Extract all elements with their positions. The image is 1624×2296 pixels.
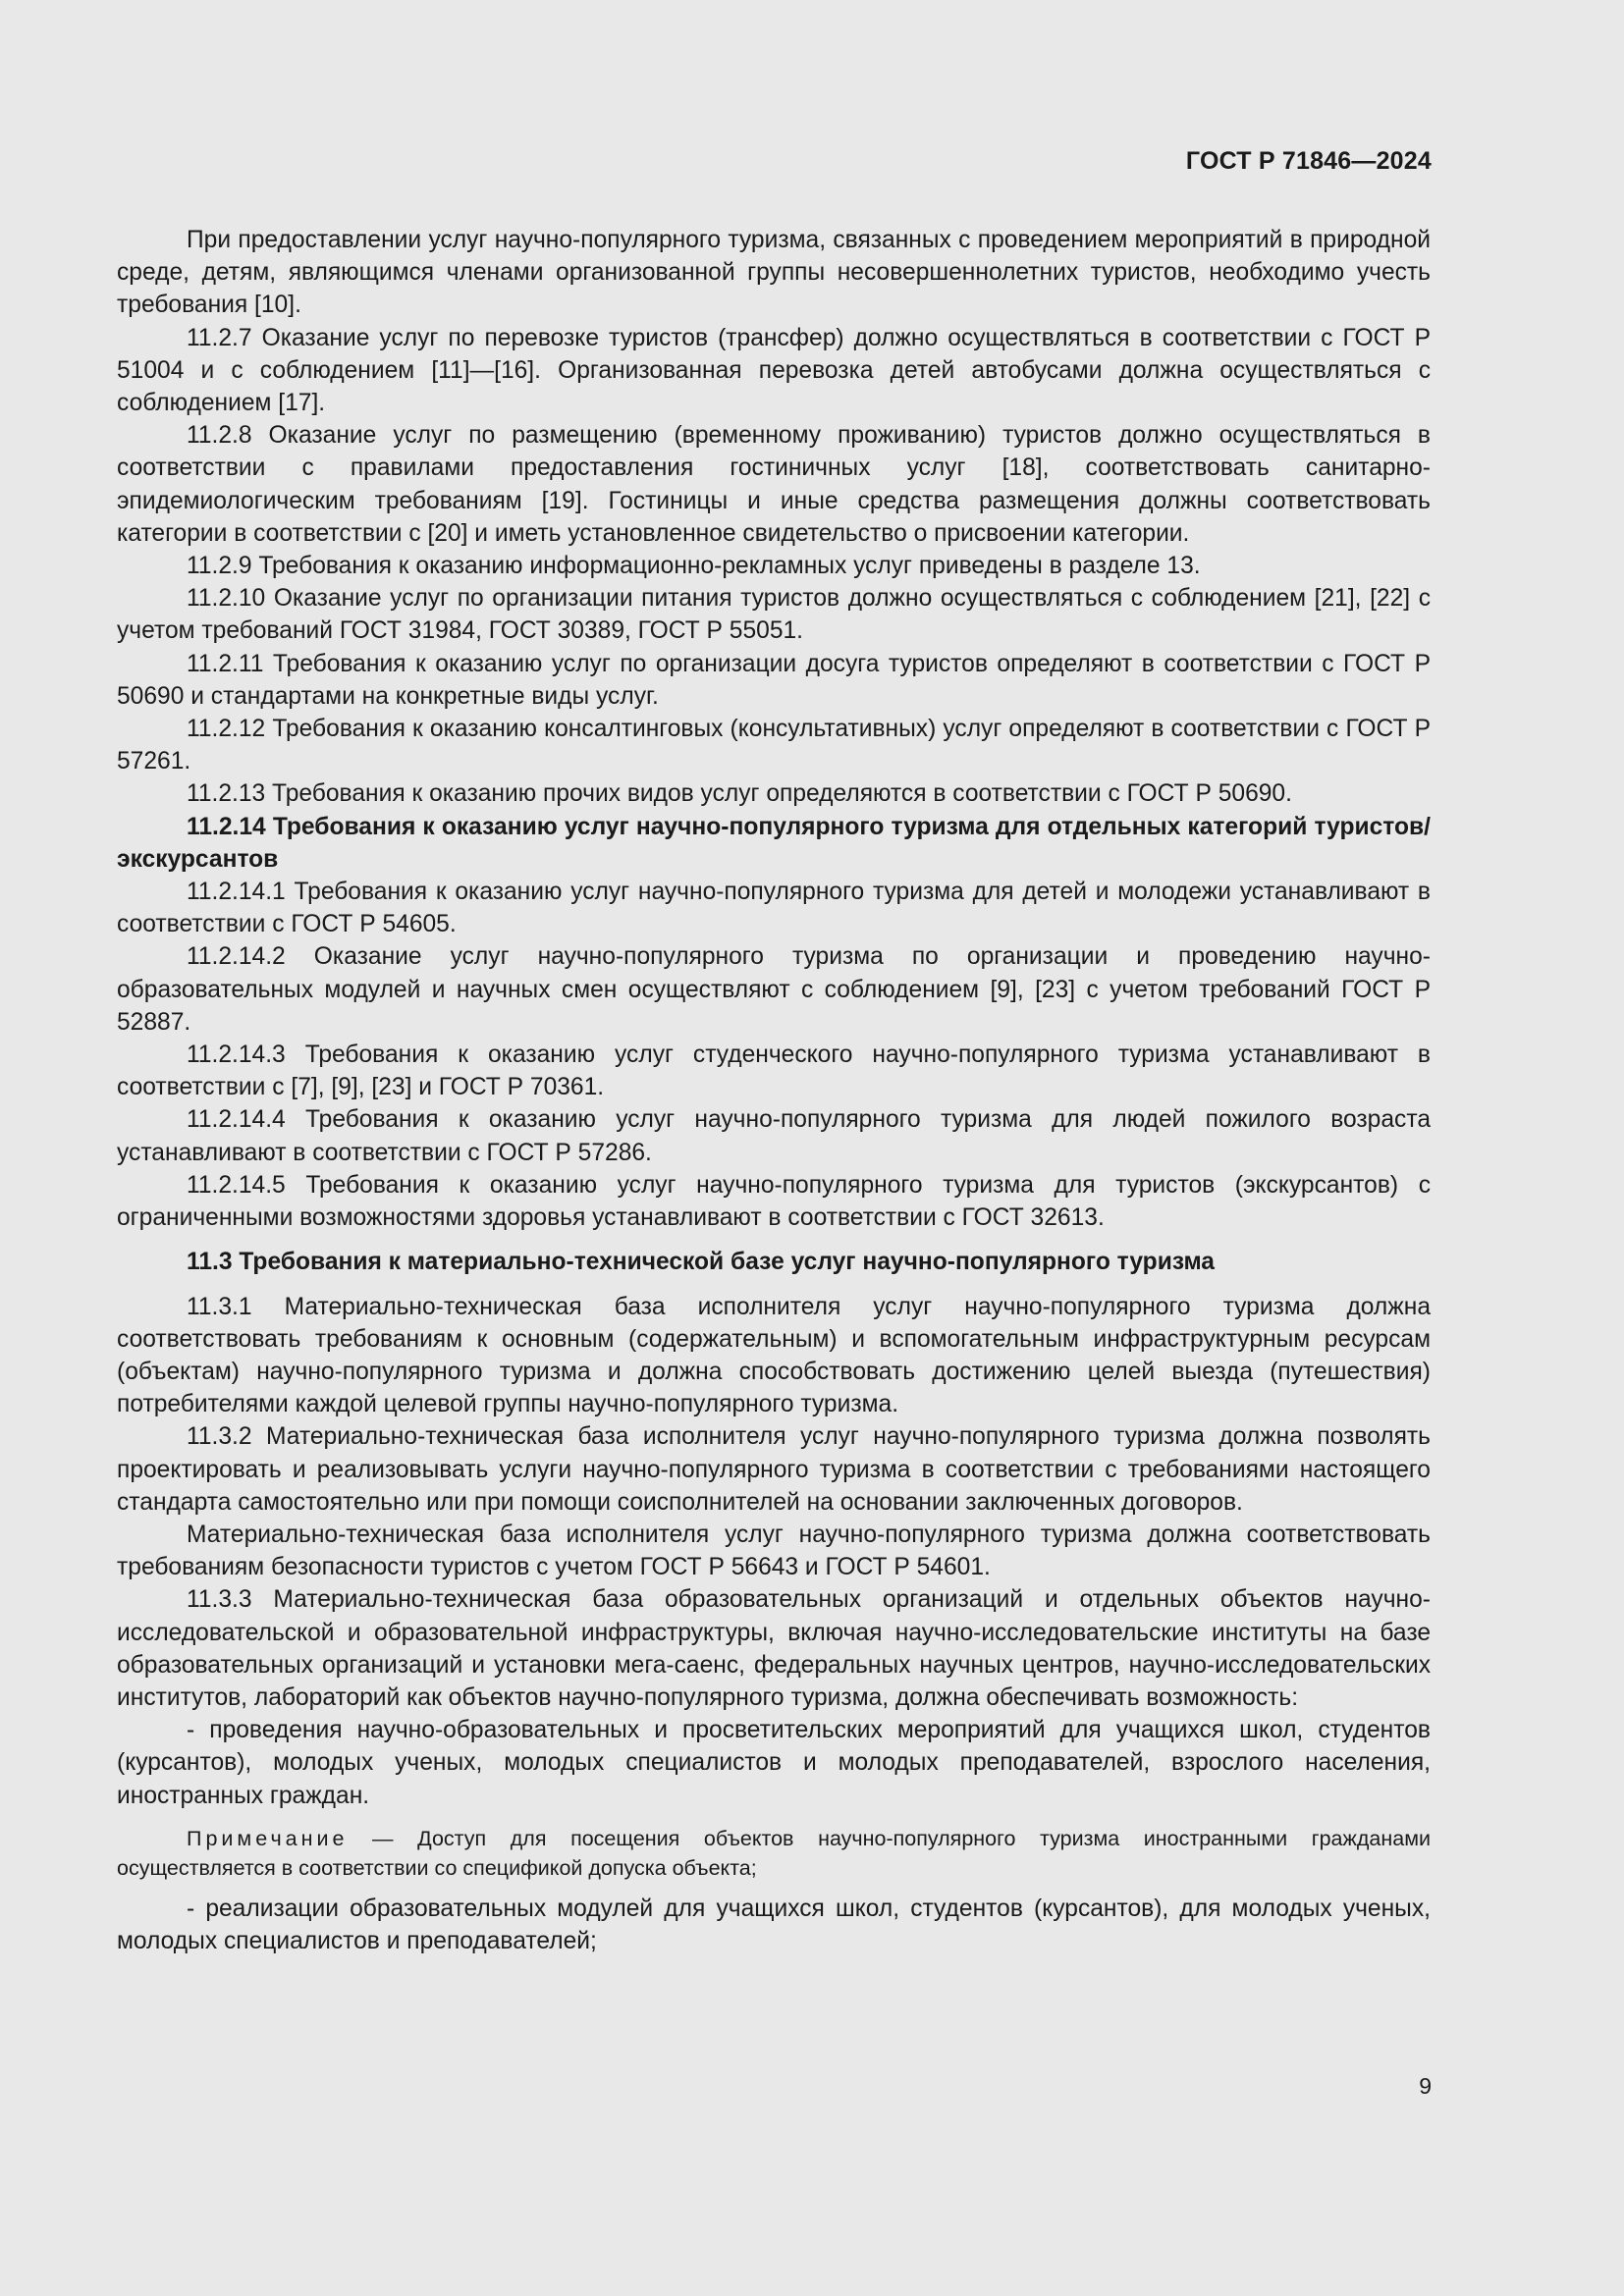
paragraph-11-2-14-3: 11.2.14.3 Требования к оказанию услуг студенческого научно-популярного туризма устанавливают в соответствии с [7], [9], [23] и ГОСТ Р 70361.	[117, 1041, 1431, 1101]
paragraph-11-2-12: 11.2.12 Требования к оказанию консалтинговых (консультативных) услуг определяют в соответствии с ГОСТ Р 57261.	[117, 716, 1431, 775]
paragraph-11-2-14-5: 11.2.14.5 Требования к оказанию услуг научно-популярного туризма для туристов (экскурсантов) с ограниченными возможностями здоровья устанавливают в соответствии с ГОСТ 32613.	[117, 1171, 1431, 1232]
note-text: — Доступ для посещения объектов научно-популярного туризма иностранными гражданами осуществляется в соответствии со спецификой допуска объекта;	[117, 1826, 1431, 1880]
document-header: ГОСТ Р 71846—2024	[1185, 147, 1432, 175]
paragraph-11-2-14-1: 11.2.14.1 Требования к оказанию услуг научно-популярного туризма для детей и молодежи устанавливают в соответствии с ГОСТ Р 54605.	[117, 879, 1431, 938]
paragraph-11-2-10: 11.2.10 Оказание услуг по организации питания туристов должно осуществляться с соблюдением [21], [22] с учетом требований ГОСТ 31984, ГОСТ 30389, ГОСТ Р 55051.	[117, 585, 1431, 645]
note-label: Примечание	[187, 1826, 349, 1850]
paragraph-11-2-8: 11.2.8 Оказание услуг по размещению (временному проживанию) туристов должно осуществляться в соответствии с правилами предоставления гостиничных услуг [18], соответствовать санитарно-эпидемиологическим требованиям [19]. Гостиницы и иные средства размещения должны соответствовать категории в соответствии с [20] и иметь установленное свидетельство о присвоении категории.	[117, 422, 1431, 547]
section-heading-11-3: 11.3 Требования к материально-технической базе услуг научно-популярного туризма	[187, 1249, 1215, 1276]
paragraph-11-2-14-4: 11.2.14.4 Требования к оказанию услуг научно-популярного туризма для людей пожилого возраста устанавливают в соответствии с ГОСТ Р 57286.	[117, 1106, 1431, 1166]
paragraph-11-2-11: 11.2.11 Требования к оказанию услуг по организации досуга туристов определяют в соответствии с ГОСТ Р 50690 и стандартами на конкретные виды услуг.	[117, 650, 1431, 710]
paragraph: Материально-техническая база исполнителя услуг научно-популярного туризма должна соответствовать требованиям безопасности туристов с учетом ГОСТ Р 56643 и ГОСТ Р 54601.	[117, 1521, 1431, 1581]
paragraph-11-3-1: 11.3.1 Материально-техническая база исполнителя услуг научно-популярного туризма должна соответствовать требованиям к основным (содержательным) и вспомогательным инфраструктурным ресурсам (объектам) научно-популярного туризма и должна способствовать достижению целей выезда (путешествия) потребителями каждой целевой группы научно-популярного туризма.	[117, 1293, 1431, 1418]
document-body	[117, 224, 1431, 1957]
paragraph-11-3-3: 11.3.3 Материально-техническая база образовательных организаций и отдельных объектов научно-исследовательской и образовательной инфраструктуры, включая научно-исследовательские институты на базе образовательных организаций и установки мега-саенс, федеральных научных центров, научно-исследовательских институтов, лабораторий как объектов научно-популярного туризма, должна обеспечивать возможность:	[117, 1586, 1431, 1711]
list-item: - проведения научно-образовательных и просветительских мероприятий для учащихся школ, студентов (курсантов), молодых ученых, молодых специалистов и молодых преподавателей, взрослого населения, иностранных граждан.	[117, 1717, 1431, 1809]
paragraph: При предоставлении услуг научно-популярного туризма, связанных с проведением мероприятий в природной среде, детям, являющимся членами организованной группы несовершеннолетних туристов, необходимо учесть требования [10].	[117, 227, 1431, 319]
page-number: 9	[1419, 2073, 1432, 2099]
paragraph-11-2-13: 11.2.13 Требования к оказанию прочих видов услуг определяются в соответствии с ГОСТ Р 50690.	[187, 780, 1292, 808]
subsection-heading-11-2-14: 11.2.14 Требования к оказанию услуг научно-популярного туризма для отдельных категорий туристов/экскурсантов	[117, 813, 1431, 873]
note	[117, 1824, 1431, 1883]
list-item: - реализации образовательных модулей для учащихся школ, студентов (курсантов), для молодых ученых, молодых специалистов и преподавателей;	[117, 1895, 1431, 1954]
paragraph-11-3-2: 11.3.2 Материально-техническая база исполнителя услуг научно-популярного туризма должна позволять проектировать и реализовывать услуги научно-популярного туризма в соответствии с требованиями настоящего стандарта самостоятельно или при помощи соисполнителей на основании заключенных договоров.	[117, 1423, 1431, 1516]
paragraph-11-2-9: 11.2.9 Требования к оказанию информационно-рекламных услуг приведены в разделе 13.	[187, 553, 1201, 580]
paragraph-11-2-14-2: 11.2.14.2 Оказание услуг научно-популярного туризма по организации и проведению научно-образовательных модулей и научных смен осуществляют с соблюдением [9], [23] с учетом требований ГОСТ Р 52887.	[117, 943, 1431, 1036]
paragraph-11-2-7: 11.2.7 Оказание услуг по перевозке туристов (трансфер) должно осуществляться в соответствии с ГОСТ Р 51004 и с соблюдением [11]—[16]. Организованная перевозка детей автобусами должна осуществляться с соблюдением [17].	[117, 324, 1431, 417]
